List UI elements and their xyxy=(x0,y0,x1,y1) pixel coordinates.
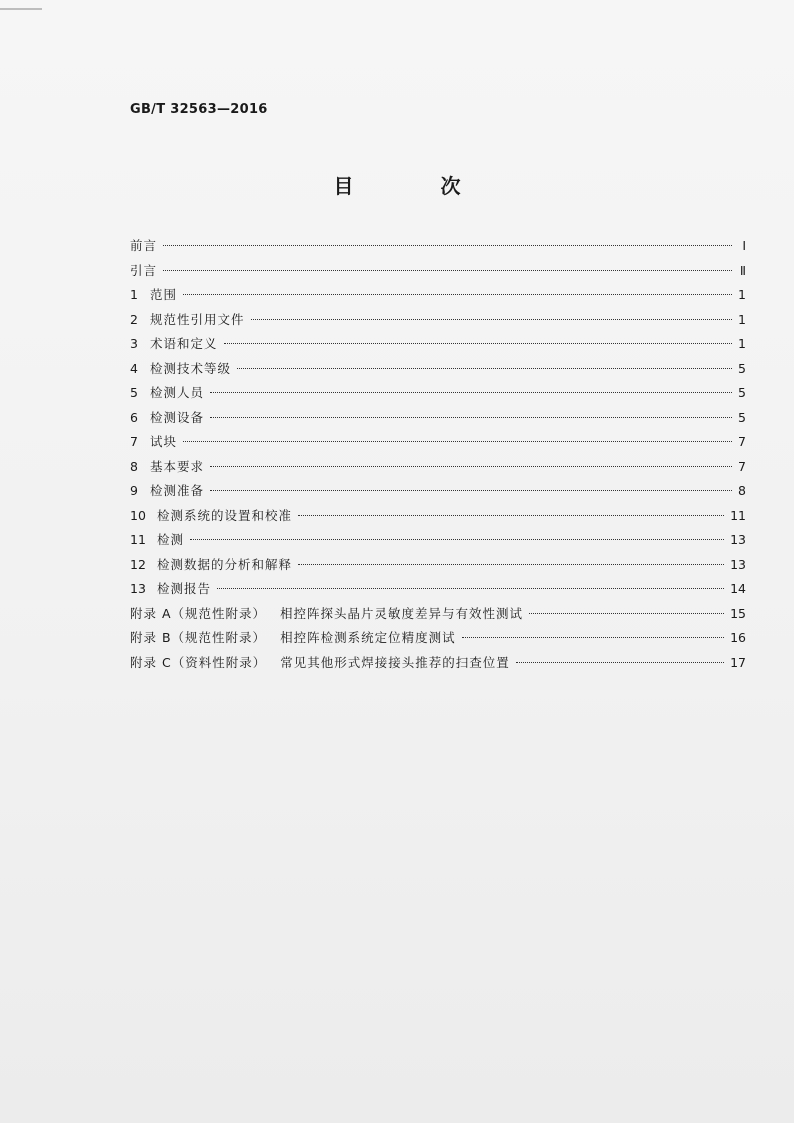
toc-label: 检测准备 xyxy=(150,483,205,498)
toc-label: 试块 xyxy=(150,434,178,449)
toc-number: 5 xyxy=(130,385,138,400)
toc-entry[interactable] xyxy=(130,383,746,408)
toc-label: 检测报告 xyxy=(157,581,212,596)
toc-entry-appendix[interactable] xyxy=(130,604,746,629)
dot-leader xyxy=(217,588,724,589)
dot-leader xyxy=(529,613,724,614)
toc-page: 14 xyxy=(730,581,746,596)
dot-leader xyxy=(210,466,732,467)
appendix-prefix: 附录 C（资料性附录） xyxy=(130,654,267,670)
toc-page: 17 xyxy=(730,654,746,670)
toc-number: 1 xyxy=(130,287,138,302)
dot-leader xyxy=(516,662,724,663)
dot-leader xyxy=(210,417,732,418)
dot-leader xyxy=(163,270,732,271)
toc-label: 术语和定义 xyxy=(150,336,218,351)
appendix-prefix: 附录 A（规范性附录） xyxy=(130,605,267,621)
toc-page: 5 xyxy=(738,409,746,425)
toc-label: 范围 xyxy=(150,287,178,302)
toc-page: 16 xyxy=(730,630,746,645)
dot-leader xyxy=(163,245,732,246)
dot-leader xyxy=(298,564,724,565)
toc-label: 检测技术等级 xyxy=(150,360,232,376)
toc-page: 1 xyxy=(738,311,746,327)
toc-label: 基本要求 xyxy=(150,458,205,474)
dot-leader xyxy=(462,637,725,638)
toc-page: 8 xyxy=(738,483,746,498)
toc-page: Ⅰ xyxy=(742,238,746,253)
dot-leader xyxy=(237,368,732,369)
toc-entry[interactable] xyxy=(130,555,746,580)
toc-page: 5 xyxy=(738,385,746,400)
toc-number: 2 xyxy=(130,311,138,327)
appendix-prefix: 附录 B（规范性附录） xyxy=(130,630,267,645)
toc-entry[interactable] xyxy=(130,236,746,261)
dot-leader xyxy=(298,515,724,516)
toc-entry[interactable] xyxy=(130,457,746,482)
toc-label: 检测系统的设置和校准 xyxy=(157,507,293,523)
toc-number: 10 xyxy=(130,507,146,523)
toc-page: Ⅱ xyxy=(739,262,746,278)
dot-leader xyxy=(183,294,732,295)
dot-leader xyxy=(183,441,732,442)
toc-page: 13 xyxy=(730,556,746,572)
toc-number: 8 xyxy=(130,458,138,474)
toc-entry[interactable] xyxy=(130,481,746,506)
toc-entry-appendix[interactable] xyxy=(130,653,746,678)
toc-label: 检测数据的分析和解释 xyxy=(157,556,293,572)
table-of-contents xyxy=(130,236,746,677)
toc-page: 1 xyxy=(738,336,746,351)
toc-entry[interactable] xyxy=(130,432,746,457)
toc-entry-appendix[interactable] xyxy=(130,628,746,653)
toc-page: 13 xyxy=(730,532,746,547)
toc-label: 引言 xyxy=(130,262,158,278)
toc-number: 4 xyxy=(130,360,138,376)
toc-number: 9 xyxy=(130,483,138,498)
toc-page: 5 xyxy=(738,360,746,376)
toc-page: 7 xyxy=(738,458,746,474)
toc-page: 7 xyxy=(738,434,746,449)
toc-number: 11 xyxy=(130,532,146,547)
toc-entry[interactable] xyxy=(130,506,746,531)
dot-leader xyxy=(210,392,732,393)
toc-label: 检测 xyxy=(157,532,185,547)
dot-leader xyxy=(190,539,724,540)
toc-entry[interactable] xyxy=(130,334,746,359)
dot-leader xyxy=(210,490,732,491)
toc-label: 相控阵探头晶片灵敏度差异与有效性测试 xyxy=(280,605,524,621)
toc-label: 规范性引用文件 xyxy=(150,311,245,327)
toc-number: 3 xyxy=(130,336,138,351)
toc-page: 15 xyxy=(730,605,746,621)
toc-entry[interactable] xyxy=(130,408,746,433)
dot-leader xyxy=(251,319,732,320)
scan-edge-mark xyxy=(0,0,42,10)
toc-page: 1 xyxy=(738,287,746,302)
toc-entry[interactable] xyxy=(130,579,746,604)
dot-leader xyxy=(224,343,732,344)
toc-entry[interactable] xyxy=(130,285,746,310)
toc-entry[interactable] xyxy=(130,261,746,286)
standard-code: GB/T 32563—2016 xyxy=(130,102,268,117)
toc-label: 检测设备 xyxy=(150,409,205,425)
toc-entry[interactable] xyxy=(130,310,746,335)
toc-entry[interactable] xyxy=(130,530,746,555)
toc-title: 目 次 xyxy=(333,174,501,198)
toc-number: 12 xyxy=(130,556,146,572)
toc-page: 11 xyxy=(730,507,746,523)
toc-label: 检测人员 xyxy=(150,385,205,400)
toc-number: 13 xyxy=(130,581,146,596)
toc-number: 7 xyxy=(130,434,138,449)
toc-label: 常见其他形式焊接接头推荐的扫查位置 xyxy=(280,654,510,670)
toc-label: 前言 xyxy=(130,238,158,253)
toc-label: 相控阵检测系统定位精度测试 xyxy=(280,630,456,645)
toc-entry[interactable] xyxy=(130,359,746,384)
toc-number: 6 xyxy=(130,409,138,425)
